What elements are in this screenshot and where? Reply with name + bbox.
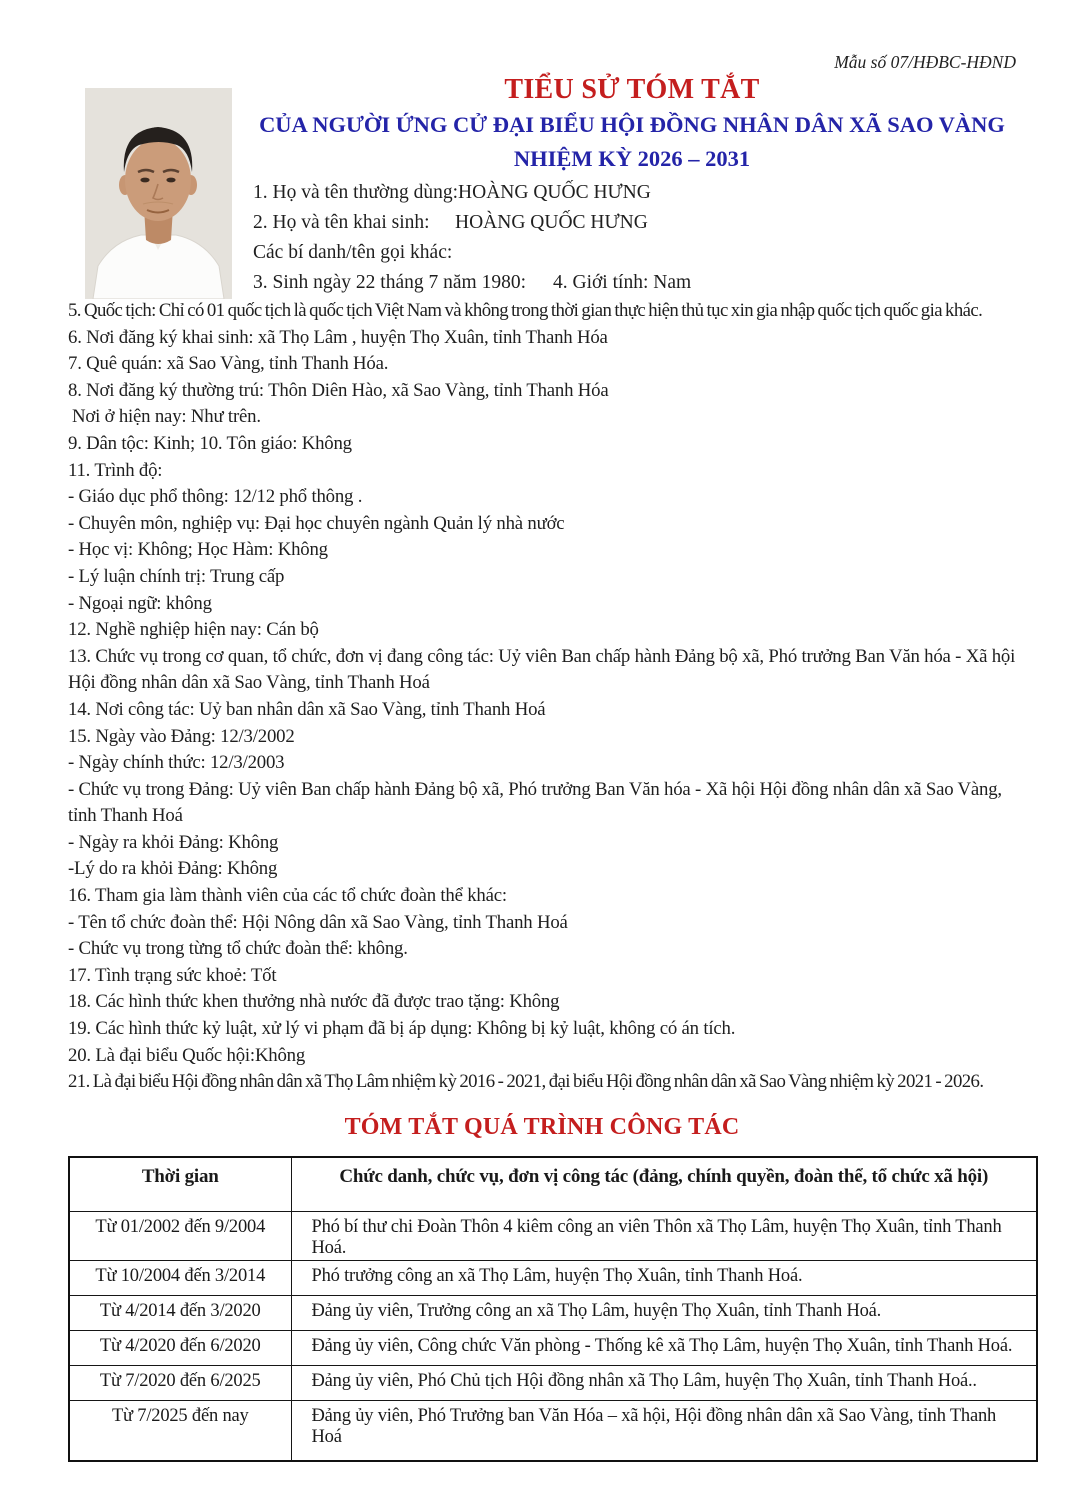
bio-line: - Lý luận chính trị: Trung cấp bbox=[68, 565, 285, 587]
document-subtitle-line1: CỦA NGƯỜI ỨNG CỬ ĐẠI BIỂU HỘI ĐỒNG NHÂN DÂN XÃ SAO VÀNG bbox=[259, 112, 1005, 138]
bio-line: - Ngày chính thức: 12/3/2003 bbox=[68, 752, 285, 774]
bio-line: 20. Là đại biểu Quốc hội:Không bbox=[68, 1044, 306, 1066]
field-label: 2. Họ và tên khai sinh: bbox=[253, 212, 430, 233]
table-row bbox=[69, 1331, 1037, 1366]
bio-line: 18. Các hình thức khen thưởng nhà nước đã được trao tặng: Không bbox=[68, 991, 560, 1013]
cell-time: Từ 4/2014 đến 3/2020 bbox=[69, 1296, 291, 1331]
bio-line: 15. Ngày vào Đảng: 12/3/2002 bbox=[68, 725, 295, 747]
document-header bbox=[190, 74, 1074, 172]
field-common-name bbox=[253, 178, 1043, 208]
work-history-heading: TÓM TẮT QUÁ TRÌNH CÔNG TÁC bbox=[344, 1114, 740, 1140]
cell-position: Đảng ủy viên, Trưởng công an xã Thọ Lâm, huyện Thọ Xuân, tỉnh Thanh Hoá. bbox=[291, 1296, 1037, 1331]
bio-line: 13. Chức vụ trong cơ quan, tổ chức, đơn vị đang công tác: Uỷ viên Ban chấp hành Đảng bộ xã, Phó trưởng Ban Văn hóa - Xã hội Hội đồng nhân dân xã Sao Vàng, tỉnh Thanh Hoá bbox=[68, 645, 1016, 694]
cell-position: Đảng ủy viên, Phó Trưởng ban Văn Hóa – xã hội, Hội đồng nhân dân xã Sao Vàng, tỉnh Thanh Hoá bbox=[291, 1401, 1037, 1461]
field-value: HOÀNG QUỐC HƯNG bbox=[455, 212, 648, 233]
bio-line: - Chức vụ trong Đảng: Uỷ viên Ban chấp hành Đảng bộ xã, Phó trưởng Ban Văn hóa - Xã hội Hội đồng nhân dân xã Sao Vàng, tỉnh Thanh Hoá bbox=[68, 778, 1002, 827]
cell-position: Phó bí thư chi Đoàn Thôn 4 kiêm công an viên Thôn xã Thọ Lâm, huyện Thọ Xuân, tỉnh Thanh Hoá. bbox=[291, 1212, 1037, 1261]
table-row bbox=[69, 1366, 1037, 1401]
field-value: HOÀNG QUỐC HƯNG bbox=[458, 182, 651, 203]
document-title: TIỂU SỬ TÓM TẮT bbox=[504, 74, 760, 105]
column-header-position: Chức danh, chức vụ, đơn vị công tác (đảng, chính quyền, đoàn thể, tổ chức xã hội) bbox=[291, 1157, 1037, 1212]
document-subtitle-line2: NHIỆM KỲ 2026 – 2031 bbox=[513, 146, 751, 172]
cell-time: Từ 7/2025 đến nay bbox=[69, 1401, 291, 1461]
bio-line: - Ngoại ngữ: không bbox=[68, 592, 212, 614]
field-value: 4. Giới tính: Nam bbox=[553, 272, 692, 293]
form-number-label: Mẫu số 07/HĐBC-HĐND bbox=[834, 52, 1016, 72]
cell-position: Đảng ủy viên, Công chức Văn phòng - Thống kê xã Thọ Lâm, huyện Thọ Xuân, tỉnh Thanh Hoá. bbox=[291, 1331, 1037, 1366]
table-row bbox=[69, 1296, 1037, 1331]
cell-position: Đảng ủy viên, Phó Chủ tịch Hội đồng nhân xã Thọ Lâm, huyện Thọ Xuân, tỉnh Thanh Hoá.. bbox=[291, 1366, 1037, 1401]
column-header-time: Thời gian bbox=[69, 1157, 291, 1212]
field-label: Các bí danh/tên gọi khác: bbox=[253, 242, 453, 263]
table-row bbox=[69, 1261, 1037, 1296]
bio-line: 14. Nơi công tác: Uỷ ban nhân dân xã Sao Vàng, tỉnh Thanh Hoá bbox=[68, 698, 546, 720]
bio-line: 9. Dân tộc: Kinh; 10. Tôn giáo: Không bbox=[68, 432, 352, 454]
bio-line: 5. Quốc tịch: Chỉ có 01 quốc tịch là quốc tịch Việt Nam và không trong thời gian thực hiện thủ tục xin gia nhập quốc tịch quốc gia khác. bbox=[68, 300, 983, 321]
bio-line: - Chức vụ trong từng tổ chức đoàn thể: không. bbox=[68, 938, 408, 960]
cell-position: Phó trưởng công an xã Thọ Lâm, huyện Thọ Xuân, tỉnh Thanh Hoá. bbox=[291, 1261, 1037, 1296]
cell-time: Từ 4/2020 đến 6/2020 bbox=[69, 1331, 291, 1366]
bio-line: 16. Tham gia làm thành viên của các tổ chức đoàn thể khác: bbox=[68, 885, 507, 907]
field-birthdate-gender bbox=[253, 268, 1043, 298]
bio-line: - Giáo dục phổ thông: 12/12 phổ thông . bbox=[68, 486, 363, 508]
field-label: 3. Sinh ngày 22 tháng 7 năm 1980: bbox=[253, 272, 526, 293]
bio-line: 17. Tình trạng sức khoẻ: Tốt bbox=[68, 964, 277, 986]
bio-line: Nơi ở hiện nay: Như trên. bbox=[72, 406, 261, 428]
bio-line: - Chuyên môn, nghiệp vụ: Đại học chuyên ngành Quản lý nhà nước bbox=[68, 512, 565, 534]
work-history-table bbox=[68, 1156, 1038, 1462]
bio-line: - Học vị: Không; Học Hàm: Không bbox=[68, 539, 328, 561]
field-birth-name bbox=[253, 208, 1043, 238]
bio-line: 21. Là đại biểu Hội đồng nhân dân xã Thọ Lâm nhiệm kỳ 2016 - 2021, đại biểu Hội đồng nhân dân xã Sao Vàng nhiệm kỳ 2021 - 2026. bbox=[68, 1071, 984, 1093]
bio-line: 6. Nơi đăng ký khai sinh: xã Thọ Lâm , huyện Thọ Xuân, tỉnh Thanh Hóa bbox=[68, 326, 608, 348]
bio-line: 19. Các hình thức kỷ luật, xử lý vi phạm đã bị áp dụng: Không bị kỷ luật, không có án tích. bbox=[68, 1018, 736, 1040]
cell-time: Từ 10/2004 đến 3/2014 bbox=[69, 1261, 291, 1296]
field-label: 1. Họ và tên thường dùng: bbox=[253, 182, 459, 203]
bio-line: 12. Nghề nghiệp hiện nay: Cán bộ bbox=[68, 619, 319, 641]
cell-time: Từ 7/2020 đến 6/2025 bbox=[69, 1366, 291, 1401]
bio-line: 8. Nơi đăng ký thường trú: Thôn Diên Hào, xã Sao Vàng, tỉnh Thanh Hóa bbox=[68, 379, 609, 401]
bio-details bbox=[68, 298, 1016, 1096]
bio-line: 7. Quê quán: xã Sao Vàng, tỉnh Thanh Hóa. bbox=[68, 353, 389, 375]
bio-line: - Tên tổ chức đoàn thể: Hội Nông dân xã Sao Vàng, tỉnh Thanh Hoá bbox=[68, 911, 568, 933]
table-row bbox=[69, 1401, 1037, 1461]
field-aliases bbox=[253, 238, 1043, 268]
bio-line: 11. Trình độ: bbox=[68, 459, 163, 481]
bio-line: - Ngày ra khỏi Đảng: Không bbox=[68, 831, 279, 853]
table-header-row bbox=[69, 1157, 1037, 1212]
identity-fields bbox=[253, 178, 1043, 298]
cell-time: Từ 01/2002 đến 9/2004 bbox=[69, 1212, 291, 1261]
table-row bbox=[69, 1212, 1037, 1261]
bio-line: -Lý do ra khỏi Đảng: Không bbox=[68, 858, 278, 880]
